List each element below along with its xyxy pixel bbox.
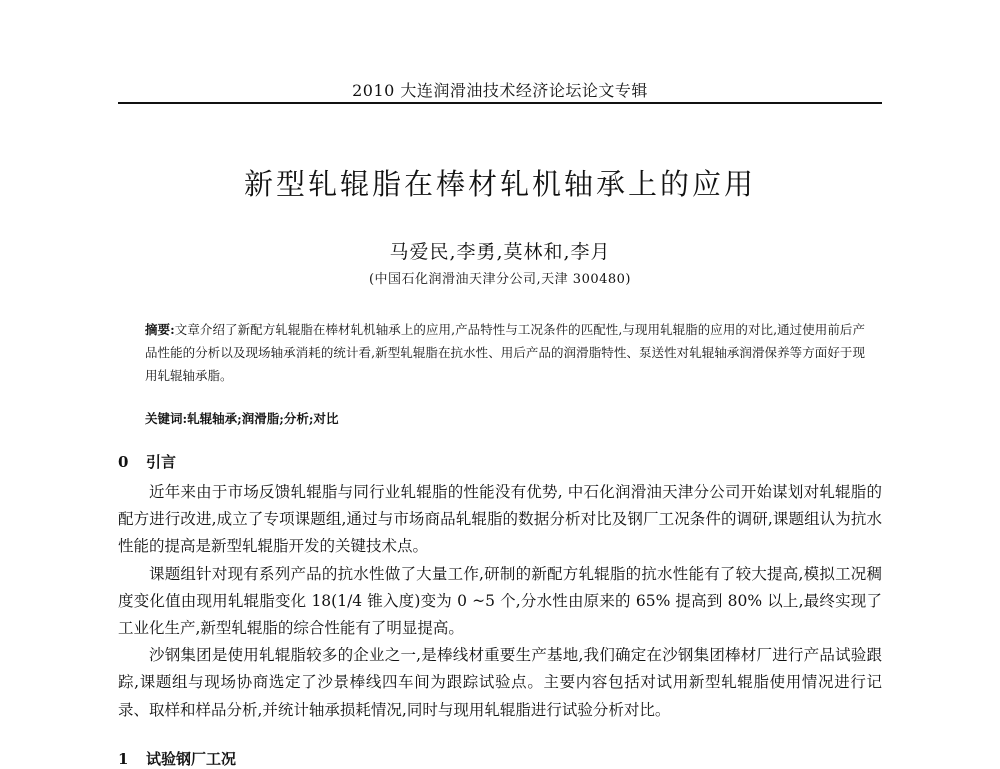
body-paragraph: 沙钢集团是使用轧辊脂较多的企业之一,是棒线材重要生产基地,我们确定在沙钢集团棒材厂进行产品试验跟踪,课题组与现场协商选定了沙景棒线四车间为跟踪试验点。主要内容包括对试用新型轧辊脂使用情况进行记录、取样和样品分析,并统计轴承损耗情况,同时与现用轧辊脂进行试验分析对比。 xyxy=(118,646,882,719)
keywords-label: 关键词: xyxy=(145,411,188,426)
body-paragraph: 近年来由于市场反馈轧辊脂与同行业轧辊脂的性能没有优势, 中石化润滑油天津分公司开始谋划对轧辊脂的配方进行改进,成立了专项课题组,通过与市场商品轧辊脂的数据分析对比及钢厂工况条件的调研,课题组认为抗水性能的提高是新型轧辊脂开发的关键技术点。 xyxy=(118,483,882,556)
abstract xyxy=(145,318,865,387)
body-paragraph: 课题组针对现有系列产品的抗水性做了大量工作,研制的新配方轧辊脂的抗水性能有了较大提高,模拟工况稠度变化值由现用轧辊脂变化 18(1/4 锥入度)变为 0 ~5 个,分水性由原来的 65% 提高到 80% 以上,最终实现了工业化生产,新型轧辊脂的综合性能有了明显提高。 xyxy=(118,564,882,638)
section-heading-conditions xyxy=(118,748,236,769)
section-title: 试验钢厂工况 xyxy=(146,750,237,768)
author-list: 马爱民,李勇,莫林和,李月 xyxy=(389,241,611,263)
abstract-label: 摘要: xyxy=(145,322,175,337)
abstract-text: 文章介绍了新配方轧辊脂在棒材轧机轴承上的应用,产品特性与工况条件的匹配性,与现用轧辊脂的应用的对比,通过使用前后产品性能的分析以及现场轴承消耗的统计看,新型轧辊脂在抗水性、用后产品的润滑脂特性、泵送性对轧辊轴承润滑保养等方面好于现用轧辊轴承脂。 xyxy=(145,322,865,383)
section-title: 引言 xyxy=(146,453,177,471)
section-number: 0 xyxy=(118,453,129,471)
section-number: 1 xyxy=(118,750,129,768)
paper-title: 新型轧辊脂在棒材轧机轴承上的应用 xyxy=(243,167,756,201)
intro-body xyxy=(118,479,882,724)
keywords-text: 轧辊轴承;润滑脂;分析;对比 xyxy=(187,411,339,426)
section-heading-intro xyxy=(118,451,176,472)
author-affiliation: (中国石化润滑油天津分公司,天津 300480) xyxy=(368,272,632,287)
journal-header-text: 2010 大连润滑油技术经济论坛论文专辑 xyxy=(352,81,648,100)
running-header xyxy=(118,62,882,104)
keywords xyxy=(145,407,865,430)
